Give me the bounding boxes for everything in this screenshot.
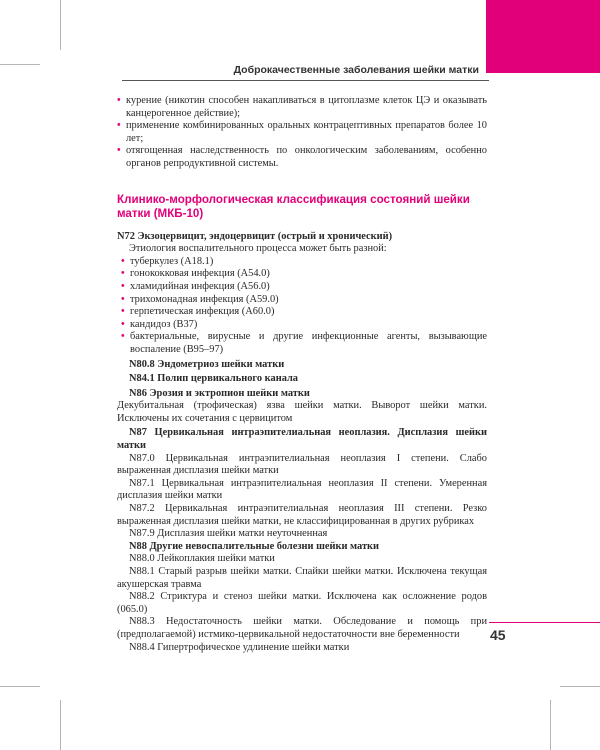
n80-8-heading: N80.8 Эндометриоз шейки матки [129,358,285,370]
n86-heading: N86 Эрозия и эктропион шейки матки [129,387,310,399]
crop-mark [0,686,40,687]
list-item: • курение (никотин способен накапливаться в цитоплазме клеток ЦЭ и оказывать канцерогенное действие); [117,95,487,120]
list-item: • туберкулез (А18.1) [121,256,487,269]
n87-9: N87.9 Дисплазия шейки матки неуточненная [129,528,328,540]
list-item: • бактериальные, вирусные и другие инфекционные агенты, вызывающие воспаление (В95–97) [121,331,487,356]
crop-mark [550,700,551,750]
n88-1: N88.1 Старый разрыв шейки матки. Спайки шейки матки. Исключена текущая акушерская травма [117,566,487,590]
list-item: • кандидоз (В37) [121,319,487,332]
n87-0: N87.0 Цервикальная интраэпителиальная неоплазия I степени. Слабо выраженная дисплазия шейки матки [117,452,487,477]
n84-1-heading: N84.1 Полип цервикального канала [129,373,298,385]
header-rule [122,80,489,81]
n72-heading: N72 Экзоцервицит, эндоцервицит (острый и хронический) [117,230,393,242]
crop-mark [560,686,600,687]
running-title: Доброкачественные заболевания шейки матки [233,64,479,76]
list-item: • трихомонадная инфекция (А59.0) [121,294,487,307]
list-item: • хламидийная инфекция (А56.0) [121,281,487,294]
n87-1: N87.1 Цервикальная интраэпителиальная неоплазия II степени. Умеренная дисплазия шейки матки [117,477,487,502]
section-title: Клинико-морфологическая классификация состояний шейки матки (МКБ-10) [117,192,470,221]
list-item: • гонококковая инфекция (А54.0) [121,268,487,281]
crop-mark [60,700,61,750]
page-content [117,95,487,654]
list-item: • отягощенная наследственность по онкологическим заболеваниям, особенно органов репродуктивной системы. [117,145,487,170]
list-item: • применение комбинированных оральных контрацептивных препаратов более 10 лет; [117,120,487,145]
crop-mark [60,0,61,50]
n87-2: N87.2 Цервикальная интраэпителиальная неоплазия III степени. Резко выраженная дисплазия шейки матки, не классифицированная в других рубриках [117,503,487,527]
n88-4: N88.4 Гипертрофическое удлинение шейки матки [129,641,350,653]
n87-heading: N87 Цервикальная интраэпителиальная неоплазия. Дисплазия шейки матки [117,427,487,452]
n88-0: N88.0 Лейкоплакия шейки матки [129,553,275,565]
crop-mark [0,64,40,65]
page-number: 45 [490,627,506,643]
n88-heading: N88 Другие невоспалительные болезни шейки матки [129,540,380,552]
risk-factor-list [117,95,487,171]
n88-3: N88.3 Недостаточность шейки матки. Обследование и помощь при (предполагаемой) истмико-цервикальной недостаточности вне беременности [117,616,487,640]
etiology-list [117,256,487,357]
footer-rule [489,622,600,623]
n72-intro: Этиология воспалительного процесса может быть разной: [129,243,387,255]
list-item: • герпетическая инфекция (А60.0) [121,306,487,319]
n88-2: N88.2 Стриктура и стеноз шейки матки. Исключена как осложнение родов (065.0) [117,591,487,615]
header-color-block [486,0,600,73]
n86-text: Декубитальная (трофическая) язва шейки матки. Выворот шейки матки. Исключены их сочетания с цервицитом [117,400,487,424]
